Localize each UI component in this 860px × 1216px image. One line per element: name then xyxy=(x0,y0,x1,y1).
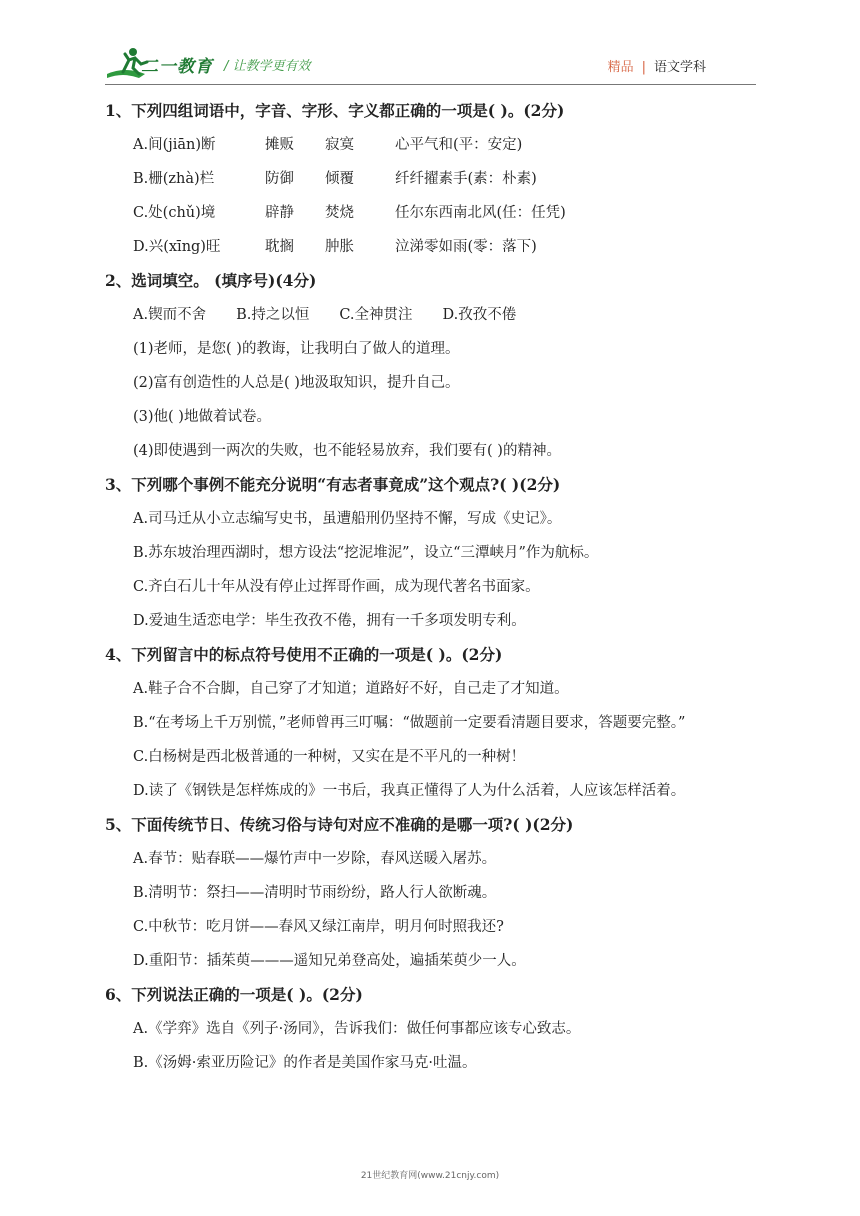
question-1-title: 1、下列四组词语中，字音、字形、字义都正确的一项是( )。(2分) xyxy=(105,101,565,120)
question-5-option-c: C.中秋节：吃月饼——春风又绿江南岸，明月何时照我还? xyxy=(133,919,504,935)
question-3-title: 3、下列哪个事例不能充分说明“有志者事竟成”这个观点?( )(2分) xyxy=(105,475,561,494)
option-cell: 任尔东西南北风(任：任凭) xyxy=(395,205,566,221)
question-4-title: 4、下列留言中的标点符号使用不正确的一项是( )。(2分) xyxy=(105,645,503,664)
option-cell: B.栅(zhà)栏 xyxy=(133,171,215,187)
option-cell: 辟静 xyxy=(265,205,294,221)
question-2-item-2: (2)富有创造性的人总是( )地汲取知识，提升自己。 xyxy=(133,375,460,391)
question-4-option-d: D.读了《钢铁是怎样炼成的》一书后，我真正懂得了人为什么活着，人应该怎样活着。 xyxy=(133,783,686,799)
question-1-option-a xyxy=(105,128,765,162)
question-4-option-b: B.“在考场上千万别慌，”老师曾再三叮嘱：“做题前一定要看清题目要求，答题要完整。” xyxy=(133,715,686,731)
option-cell: 焚烧 xyxy=(325,205,354,221)
question-3-option-d: D.爱迪生适恋电学：毕生孜孜不倦，拥有一千多项发明专利。 xyxy=(133,613,526,629)
question-1-option-b xyxy=(105,162,765,196)
question-1-option-c xyxy=(105,196,765,230)
brand-slogan: / 让教学更有效 xyxy=(224,59,311,74)
option-cell: 摊贩 xyxy=(265,137,294,153)
page-footer: 21世纪教育网(www.21cnjy.com) xyxy=(360,1171,500,1181)
question-5-option-a: A.春节：贴春联——爆竹声中一岁除，春风送暖入屠苏。 xyxy=(133,851,497,867)
question-5-option-d: D.重阳节：插茱萸———遥知兄弟登高处，遍插茱萸少一人。 xyxy=(133,953,526,969)
option-cell: 泣涕零如雨(零：落下) xyxy=(395,239,537,255)
word-option: D.孜孜不倦 xyxy=(442,307,517,323)
option-cell: 纤纤擢素手(素：朴素) xyxy=(395,171,537,187)
header-separator: | xyxy=(641,60,646,75)
exam-content xyxy=(105,94,765,1080)
question-5-option-b: B.清明节：祭扫——清明时节雨纷纷，路人行人欲断魂。 xyxy=(133,885,497,901)
brand-name: 二一教育 xyxy=(141,57,213,77)
question-6-option-a: A.《学弈》选自《列子·汤同》，告诉我们：做任何事都应该专心致志。 xyxy=(133,1021,581,1037)
header-divider xyxy=(105,84,756,85)
word-option: B.持之以恒 xyxy=(236,307,310,323)
question-2-title: 2、选词填空。 (填序号)(4分) xyxy=(105,271,317,290)
question-2-item-3: (3)他( )地做着试卷。 xyxy=(133,409,271,425)
option-cell: 倾覆 xyxy=(325,171,354,187)
option-cell: C.处(chǔ)境 xyxy=(133,205,216,221)
question-3-option-b: B.苏东坡治理西湖时，想方设法“挖泥堆泥”，设立“三潭峡月”作为航标。 xyxy=(133,545,599,561)
premium-badge: 精品 xyxy=(607,60,634,75)
option-cell: 肿胀 xyxy=(325,239,354,255)
question-1-option-d xyxy=(105,230,765,264)
header-tags xyxy=(608,56,706,75)
question-3-option-c: C.齐白石儿十年从没有停止过挥哥作画，成为现代著名书面家。 xyxy=(133,579,540,595)
option-cell: A.间(jiān)断 xyxy=(133,137,216,153)
question-4-option-c: C.白杨树是西北极普通的一种树，又实在是不平凡的一种树！ xyxy=(133,749,526,765)
option-cell: 寂寞 xyxy=(325,137,354,153)
subject-label: 语文学科 xyxy=(653,60,706,75)
question-6-option-b: B.《汤姆·索亚历险记》的作者是美国作家马克·吐温。 xyxy=(133,1055,477,1071)
option-cell: D.兴(xīng)旺 xyxy=(133,239,221,255)
option-cell: 心平气和(平：安定) xyxy=(395,137,523,153)
question-2-item-4: (4)即使遇到一两次的失败，也不能轻易放弃，我们要有( )的精神。 xyxy=(133,443,561,459)
question-2-word-bank xyxy=(105,298,765,332)
option-cell: 防御 xyxy=(265,171,294,187)
question-2-item-1: (1)老师，是您( )的教诲，让我明白了做人的道理。 xyxy=(133,341,460,357)
word-option: C.全神贯注 xyxy=(339,307,413,323)
question-4-option-a: A.鞋子合不合脚，自己穿了才知道；道路好不好，自己走了才知道。 xyxy=(133,681,569,697)
option-cell: 耽搁 xyxy=(265,239,294,255)
page-header xyxy=(0,0,860,95)
question-6-title: 6、下列说法正确的一项是( )。(2分) xyxy=(105,985,363,1004)
word-option: A.锲而不舍 xyxy=(133,307,207,323)
question-5-title: 5、下面传统节日、传统习俗与诗句对应不准确的是哪一项?( )(2分) xyxy=(105,815,574,834)
question-3-option-a: A.司马迁从小立志编写史书，虽遭船刑仍坚持不懈，写成《史记》。 xyxy=(133,511,562,527)
